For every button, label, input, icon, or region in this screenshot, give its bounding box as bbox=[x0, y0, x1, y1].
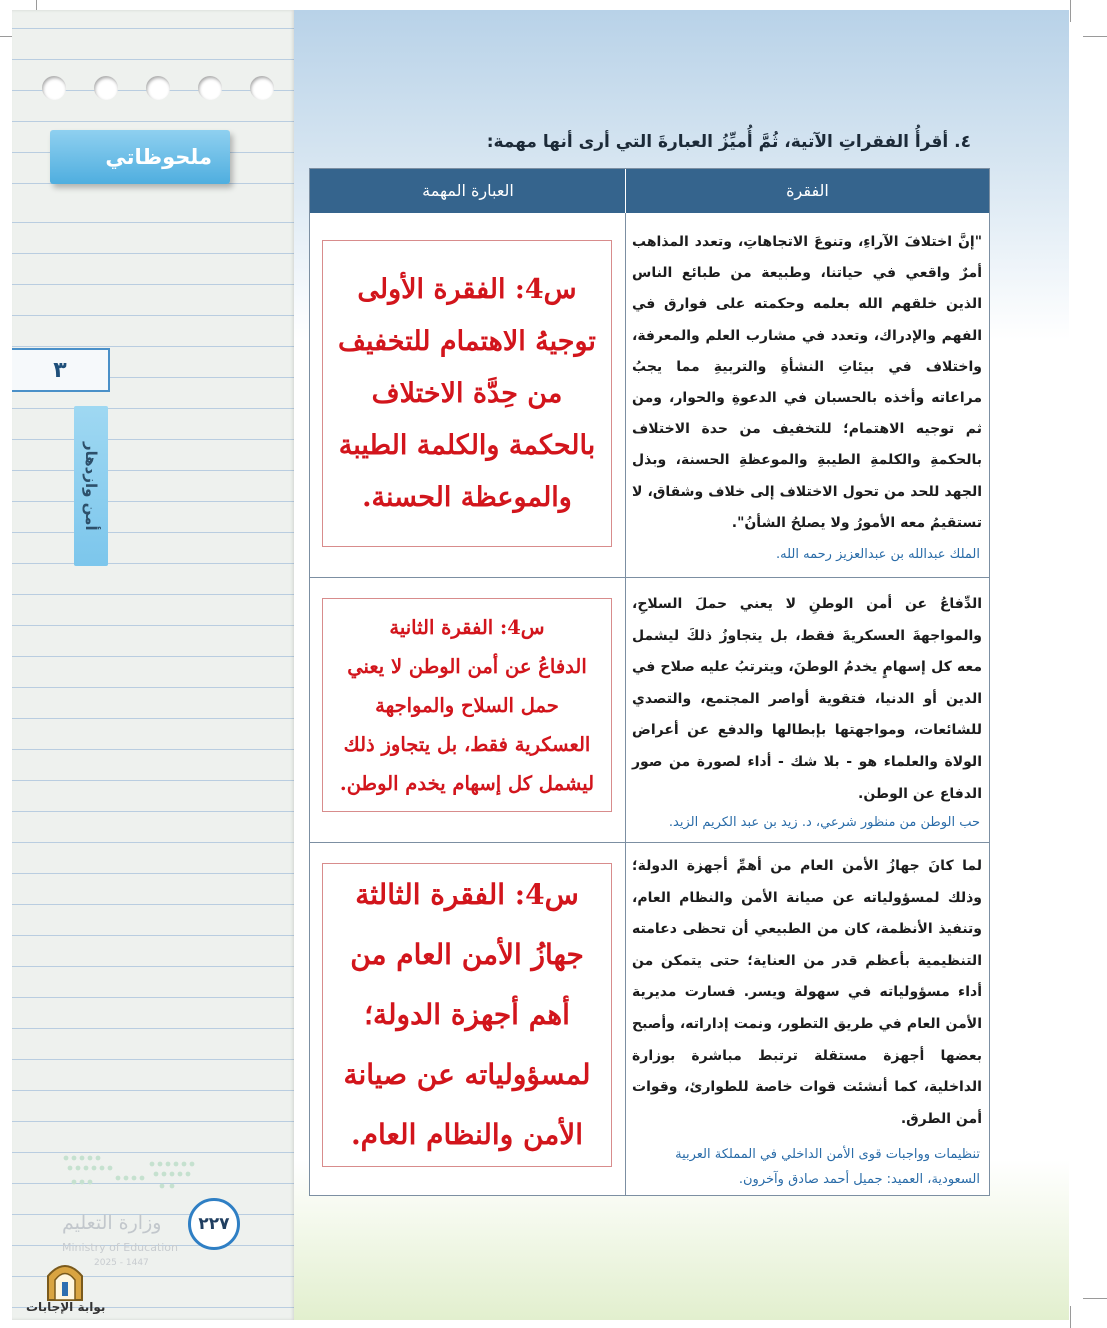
answer-line: توجيهُ الاهتمام للتخفيف bbox=[338, 325, 596, 357]
row-divider bbox=[310, 842, 989, 843]
crop-mark bbox=[1070, 1306, 1071, 1328]
unit-name: أمن وازدهار bbox=[74, 406, 108, 566]
answer-line: لمسؤولياته عن صيانة bbox=[343, 1058, 591, 1091]
binder-hole bbox=[94, 76, 118, 100]
ministry-name-ar: وزارة التعليم bbox=[62, 1212, 162, 1234]
answer-line: بالحكمة والكلمة الطيبة bbox=[338, 429, 596, 461]
answer-line: الأمن والنظام العام. bbox=[350, 1118, 584, 1151]
answer-line: من حِدَّة الاختلاف bbox=[371, 377, 563, 409]
table-row-source: حب الوطن من منظور شرعي، د. زيد بن عبد الكريم الزيد. bbox=[668, 815, 980, 830]
portal-logo-icon bbox=[44, 1258, 86, 1302]
binder-holes bbox=[42, 76, 274, 100]
table-row-answer bbox=[322, 240, 612, 547]
answer-line: العسكرية فقط، بل يتجاوز ذلك bbox=[343, 732, 591, 756]
row-divider bbox=[310, 577, 989, 578]
portal-name: بوابة الإجابات bbox=[26, 1300, 106, 1314]
crop-mark bbox=[1083, 36, 1107, 37]
binder-hole bbox=[250, 76, 274, 100]
answer-line: والموعظة الحسنة. bbox=[362, 481, 572, 513]
answer-line: ليشمل كل إسهام يخدم الوطن. bbox=[339, 771, 595, 795]
notes-title: ملحوظاتي bbox=[50, 130, 230, 184]
answer-line: س4: الفقرة الثالثة bbox=[355, 878, 579, 911]
answer-line: س4: الفقرة الأولى bbox=[357, 273, 577, 305]
table-row-answer bbox=[322, 863, 612, 1167]
binder-hole bbox=[146, 76, 170, 100]
header-important-phrase: العبارة المهمة bbox=[422, 181, 514, 200]
unit-number: ٣ bbox=[12, 348, 110, 392]
question-title: ٤. أقرأُ الفقراتِ الآتية، ثُمَّ أُميِّزُ العبارةَ التي أرى أنها مهمة: bbox=[486, 132, 971, 152]
table-row-paragraph: "إنَّ اختلافَ الآراءِ، وتنوعَ الاتجاهاتِ، وتعدد المذاهب أمرٌ واقعي في حياتنا، وطبيعة من طبائع الناس الذين خلقهم الله بعلمه وحكمته على فوارق في الفهم والإدراك، وتعدد في مشارب العلم والمعرفة، واختلاف في بيئاتِ النشأةِ والتربيةِ مما يجبُ مراعاته وأخذه بالحسبان في الدعوةِ والحوار، ومن ثم توجيه الاهتمام؛ للتخفيف من حدة الاختلاف بالحكمةِ والكلمةِ الطيبةِ والموعظةِ الحسنة، وبذل الجهد للحد من تحول الاختلاف إلى خلاف وشقاق، لا تستقيمُ معه الأمورُ ولا يصلحُ الشأنُ". bbox=[632, 234, 982, 531]
answer-line: س4: الفقرة الثانية bbox=[389, 615, 545, 639]
table-row-answer bbox=[322, 598, 612, 812]
crop-mark bbox=[1083, 1298, 1107, 1299]
header-paragraph: الفقرة bbox=[786, 181, 829, 200]
table-row-source: تنظيمات وواجبات قوى الأمن الداخلي في المملكة العربية السعودية، العميد: جميل أحمد صادق وآخرون. bbox=[675, 1147, 980, 1187]
ministry-name-en: Ministry of Education bbox=[62, 1241, 179, 1254]
binder-hole bbox=[42, 76, 66, 100]
binder-hole bbox=[198, 76, 222, 100]
table-row-paragraph: الدِّفاعُ عن أمن الوطنِ لا يعني حملَ السلاحِ، والمواجهةَ العسكريةَ فقط، بل يتجاوزُ ذلكَ ليشمل معه كل إسهامٍ يخدمُ الوطنَ، ويترتبُ عليه صلاح في الدين أو الدنيا، فتقوية أواصر المجتمع، والتصدي للشائعات، ومواجهتها بإبطالها والدفع عن أعراض الولاة والعلماء هو - بلا شك - أداء لصورة من صور الدفاع عن الوطن. bbox=[632, 596, 982, 802]
answer-line: الدفاعُ عن أمن الوطن لا يعني bbox=[347, 654, 587, 678]
table-row-paragraph: لما كانَ جهازُ الأمن العام من أهمِّ أجهزة الدولة؛ وذلك لمسؤولياته عن صيانة الأمن والنظام العام، وتنفيذ الأنظمة، كان من الطبيعي أن تحظى دعامته التنظيمية بأعظم قدر من العناية؛ حتى يتمكن من أداء مسؤولياته في سهولة ويسر. فسارت مديرية الأمن العام في طريق التطور، ونمت إداراته، وأصبح بعضها أجهزة مستقلة ترتبط مباشرة بوزارة الداخلية، كما أنشئت قوات خاصة للطوارئ، وقوات أمن الطرق. bbox=[632, 858, 982, 1127]
answer-line: أهم أجهزة الدولة؛ bbox=[364, 998, 570, 1031]
table-row-source: الملك عبدالله بن عبدالعزيز رحمه الله. bbox=[776, 547, 980, 562]
answer-line: جهازُ الأمن العام من bbox=[350, 938, 584, 971]
ministry-logo-dots-icon bbox=[62, 1152, 196, 1198]
column-divider bbox=[625, 169, 626, 1195]
edition-year: 2025 - 1447 bbox=[94, 1258, 149, 1268]
page-number: ٢٢٧ bbox=[188, 1198, 240, 1250]
header-column-divider bbox=[625, 169, 626, 213]
table-header bbox=[310, 169, 989, 213]
notes-sidebar bbox=[12, 10, 295, 1320]
paragraphs-table bbox=[309, 168, 990, 1196]
answer-line: حمل السلاح والمواجهة bbox=[375, 693, 559, 717]
crop-mark bbox=[1070, 0, 1071, 22]
